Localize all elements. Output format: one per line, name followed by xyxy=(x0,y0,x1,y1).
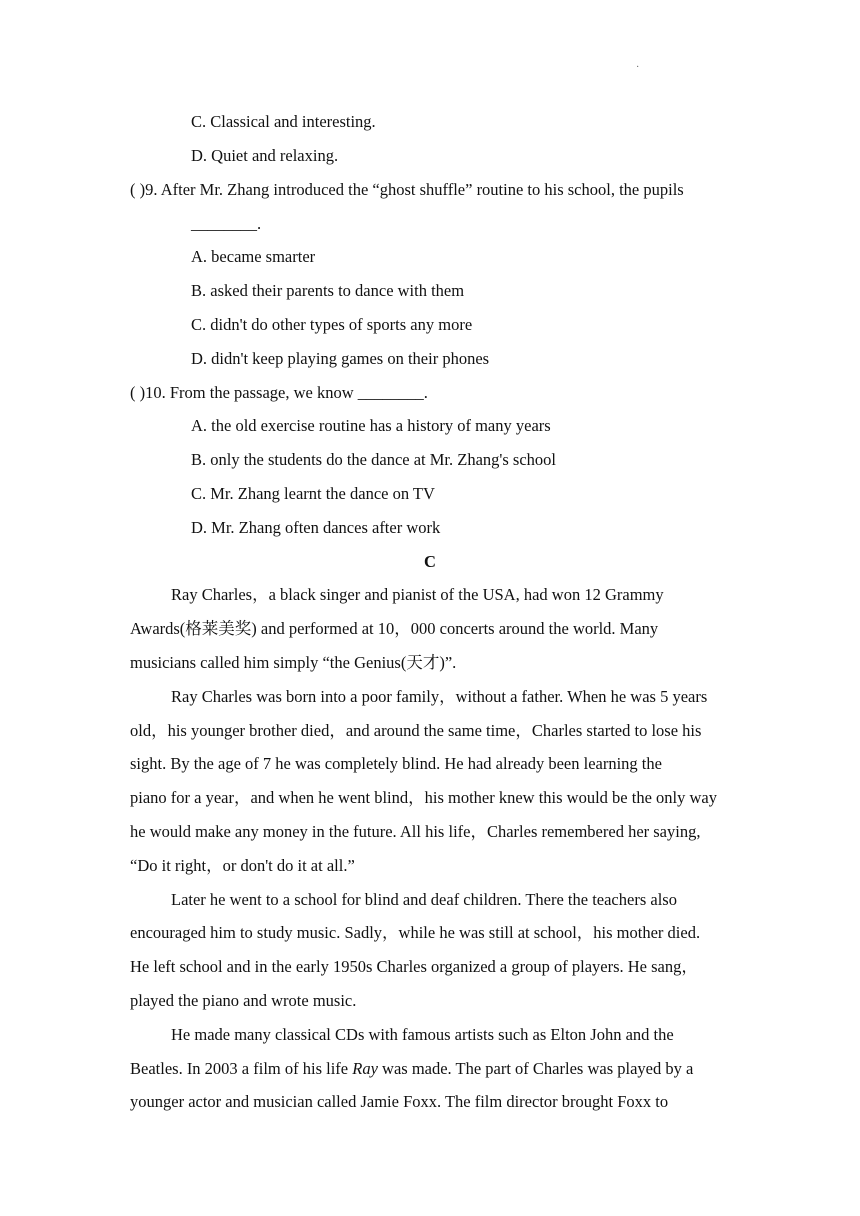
passage-p2-line: old，his younger brother died，and around the same time，Charles started to lose his xyxy=(130,721,702,740)
q10-option-c: C. Mr. Zhang learnt the dance on TV xyxy=(191,484,435,503)
passage-p2-line: Ray Charles was born into a poor family，without a father. When he was 5 years xyxy=(171,687,708,706)
film-title: Ray xyxy=(352,1059,378,1078)
passage-p1-line: Awards(格莱美奖) and performed at 10，000 concerts around the world. Many xyxy=(130,619,659,638)
section-label: C xyxy=(424,552,436,571)
q10-option-b: B. only the students do the dance at Mr. Zhang's school xyxy=(191,450,556,469)
passage-p1-line: Ray Charles，a black singer and pianist of the USA, had won 12 Grammy xyxy=(171,585,664,604)
q10-option-a: A. the old exercise routine has a history of many years xyxy=(191,416,551,435)
passage-p3-line: He left school and in the early 1950s Charles organized a group of players. He sang， xyxy=(130,957,698,976)
q9-option-c: C. didn't do other types of sports any more xyxy=(191,315,473,334)
passage-p2-line: piano for a year，and when he went blind，his mother knew this would be the only way xyxy=(130,788,717,807)
q9-blank: ________. xyxy=(191,214,262,233)
q9-option-d: D. didn't keep playing games on their phones xyxy=(191,349,490,368)
passage-p2-line: “Do it right，or don't do it at all.” xyxy=(130,856,355,875)
p4-text-b: was made. The part of Charles was played by a xyxy=(377,1059,694,1078)
passage-p3-line: encouraged him to study music. Sadly，while he was still at school，his mother died. xyxy=(130,923,701,942)
passage-p3-line: Later he went to a school for blind and deaf children. There the teachers also xyxy=(171,890,677,909)
q10-option-d: D. Mr. Zhang often dances after work xyxy=(191,518,441,537)
q10-stem: ( )10. From the passage, we know ________. xyxy=(130,383,428,402)
header-mark: · xyxy=(636,62,640,73)
passage-p1-line: musicians called him simply “the Genius(天才)”. xyxy=(130,653,457,672)
passage-p4-line: He made many classical CDs with famous artists such as Elton John and the xyxy=(171,1025,674,1044)
q9-stem: ( )9. After Mr. Zhang introduced the “ghost shuffle” routine to his school, the pupils xyxy=(130,180,684,199)
passage-p4-line: younger actor and musician called Jamie Foxx. The film director brought Foxx to xyxy=(130,1092,669,1111)
passage-p4-line xyxy=(130,1059,693,1079)
p4-text-a: Beatles. In 2003 a film of his life xyxy=(130,1059,353,1078)
q8-option-d: D. Quiet and relaxing. xyxy=(191,146,339,165)
passage-p2-line: he would make any money in the future. All his life，Charles remembered her saying, xyxy=(130,822,701,841)
q9-option-a: A. became smarter xyxy=(191,247,316,266)
q8-option-c: C. Classical and interesting. xyxy=(191,112,376,131)
passage-p3-line: played the piano and wrote music. xyxy=(130,991,357,1010)
q9-option-b: B. asked their parents to dance with them xyxy=(191,281,465,300)
passage-p2-line: sight. By the age of 7 he was completely blind. He had already been learning the xyxy=(130,754,662,773)
